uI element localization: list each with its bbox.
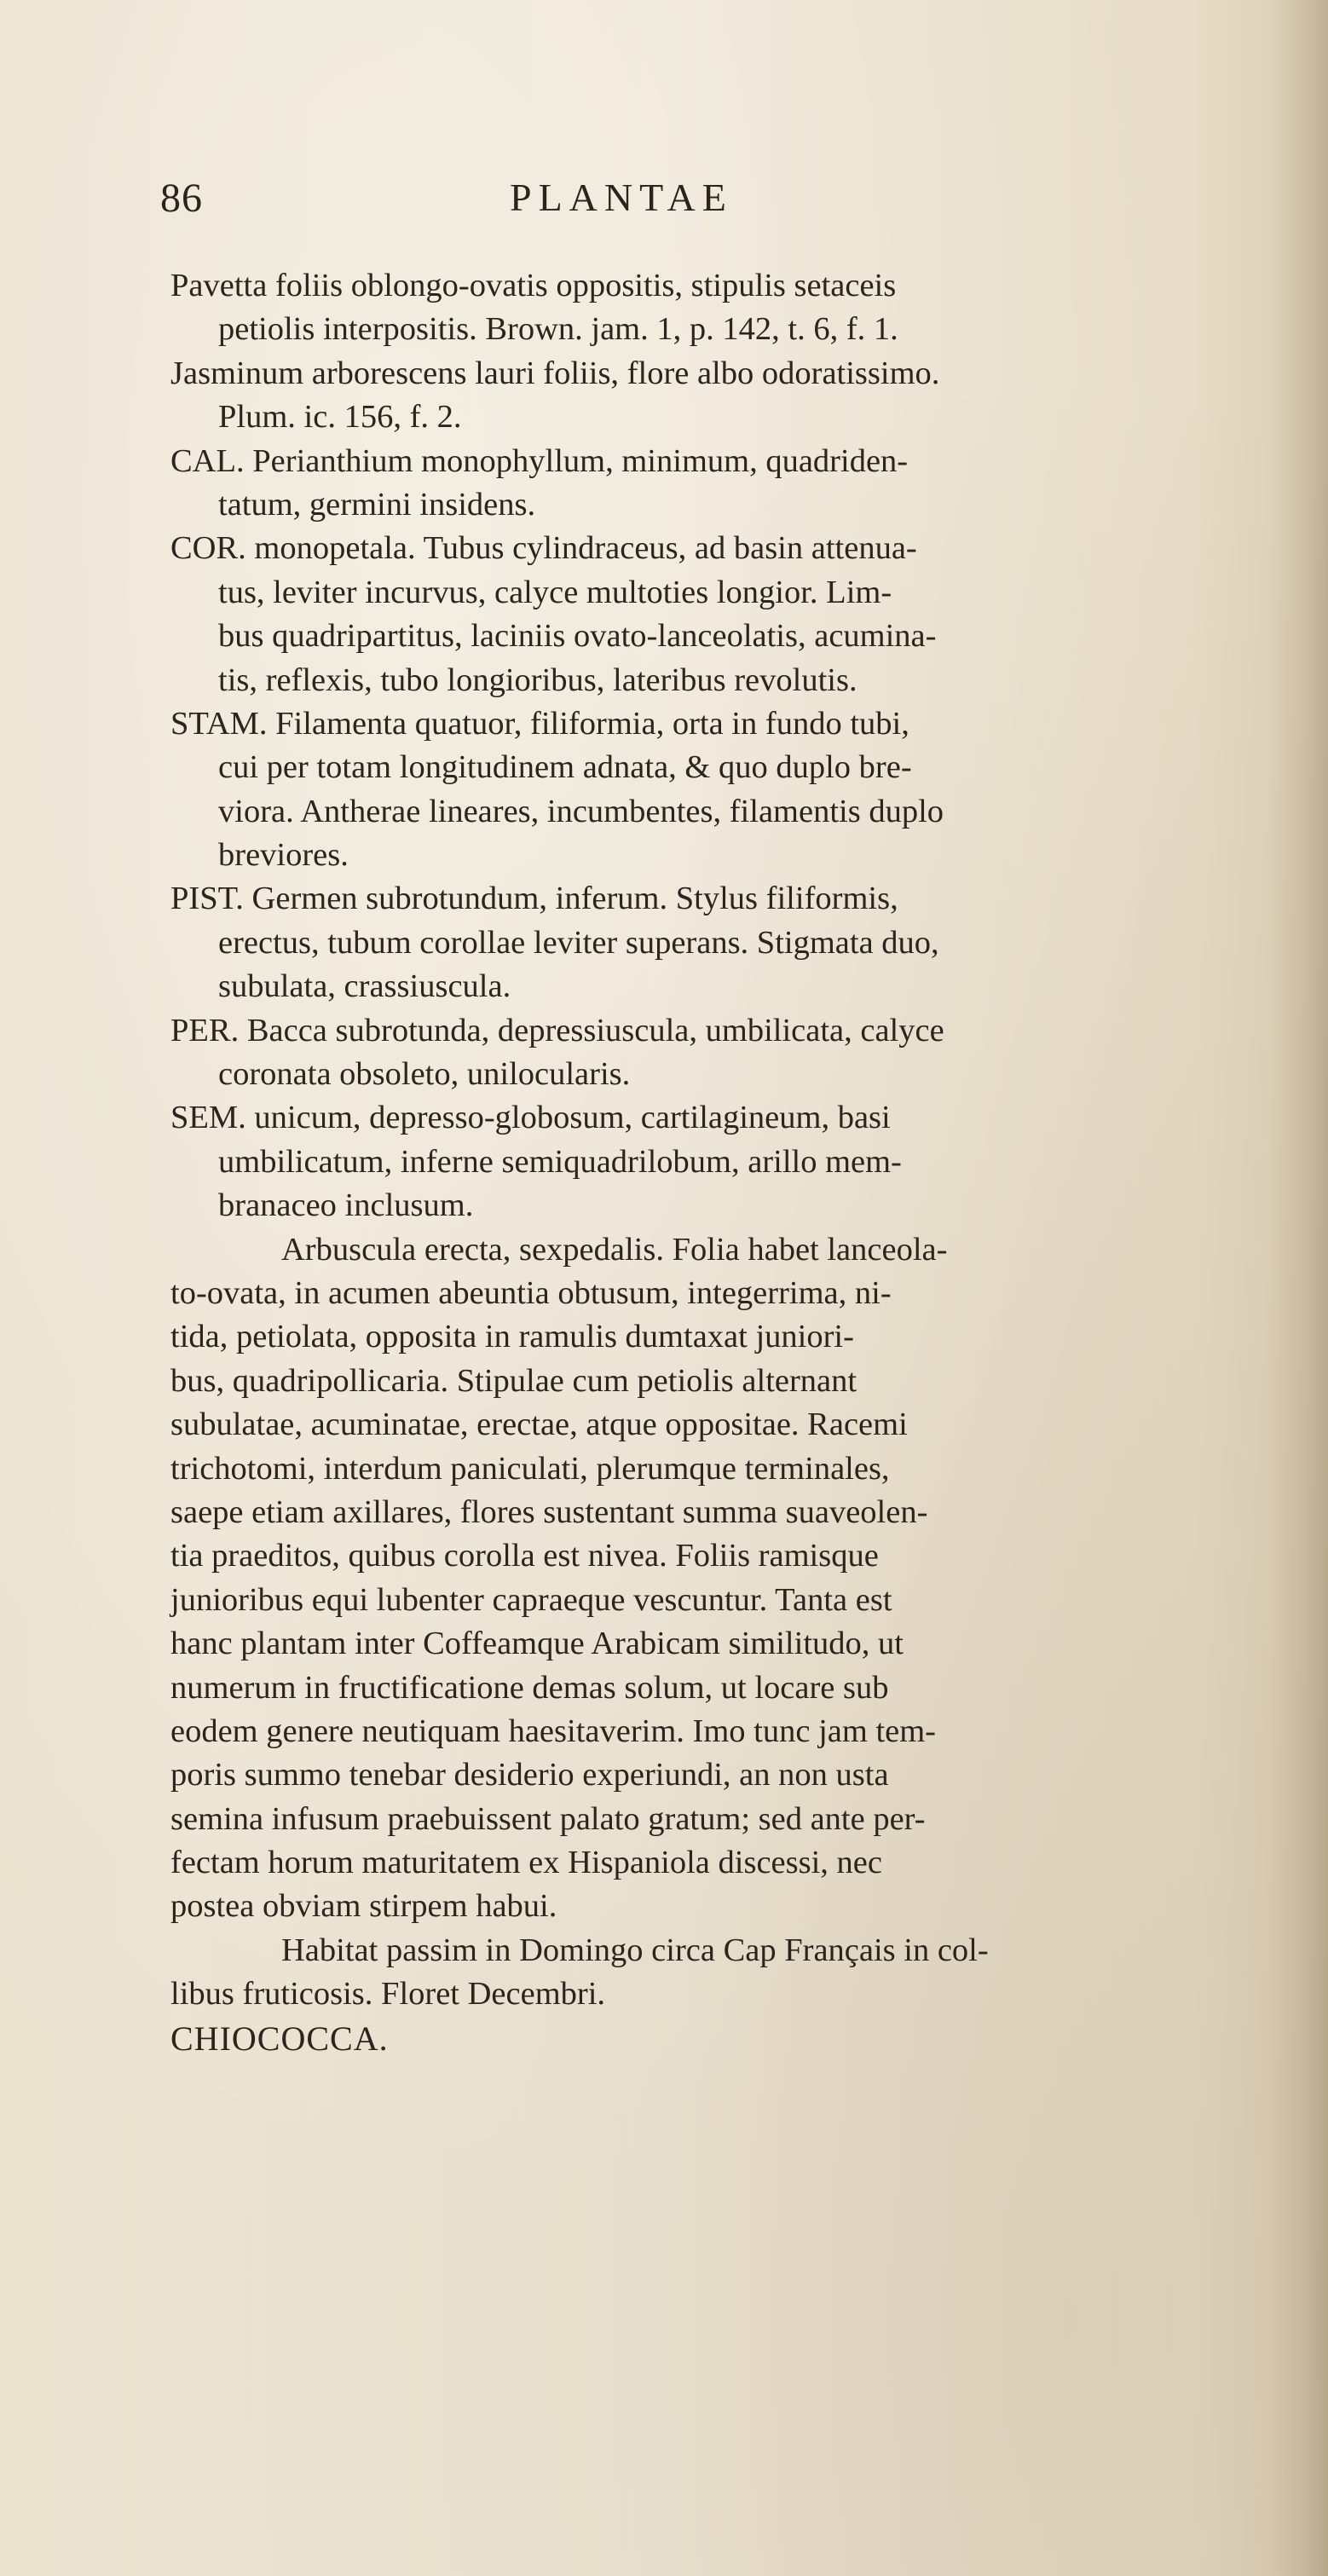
text-line: semina infusum praebuissent palato gratum; sed ante per- (170, 1800, 926, 1837)
text-line: PIST. Germen subrotundum, inferum. Stylus filiformis, (170, 881, 898, 917)
text-line: numerum in fructificatione demas solum, ut locare sub (170, 1669, 889, 1706)
text-line: viora. Antherae lineares, incumbentes, filamentis duplo (218, 793, 944, 829)
text-line: postea obviam stirpem habui. (170, 1888, 557, 1925)
text-line: junioribus equi lubenter capraeque vescuntur. Tanta est (170, 1581, 892, 1618)
text-line: CAL. Perianthium monophyllum, minimum, quadriden- (170, 442, 909, 479)
text-line: bus, quadripollicaria. Stipulae cum petiolis alternant (170, 1362, 857, 1399)
running-head-title: PLANTAE (510, 176, 733, 219)
text-line: tatum, germini insidens. (218, 486, 536, 523)
text-line: Pavetta foliis oblongo-ovatis oppositis, stipulis setaceis (170, 268, 897, 303)
text-line: Plum. ic. 156, f. 2. (218, 399, 462, 436)
text-line: breviores. (218, 837, 349, 874)
text-line: subulata, crassiuscula. (218, 968, 511, 1005)
text-line: COR. monopetala. Tubus cylindraceus, ad basin attenua- (170, 530, 917, 567)
text-line: fectam horum maturitatem ex Hispaniola discessi, nec (170, 1845, 882, 1881)
text-line: saepe etiam axillares, flores sustentant summa suaveolen- (170, 1493, 928, 1530)
text-line: coronata obsoleto, unilocularis. (218, 1056, 631, 1093)
text-line: bus quadripartitus, laciniis ovato-lanceolatis, acumina- (218, 618, 937, 655)
text-line: libus fruticosis. Floret Decembri. (170, 1976, 606, 2013)
page-number: 86 (160, 176, 203, 221)
text-line: PER. Bacca subrotunda, depressiuscula, umbilicata, calyce (170, 1012, 944, 1048)
text-line: Habitat passim in Domingo circa Cap Français in col- (281, 1932, 989, 1968)
next-genus-heading: CHIOCOCCA. (170, 2019, 389, 2058)
text-line: STAM. Filamenta quatuor, filiformia, orta in fundo tubi, (170, 705, 909, 742)
text-line: Arbuscula erecta, sexpedalis. Folia habet lanceola- (281, 1231, 948, 1268)
text-line: Jasminum arborescens lauri foliis, flore albo odoratissimo. (170, 355, 940, 391)
text-line: trichotomi, interdum paniculati, plerumque terminales, (170, 1450, 890, 1487)
text-line: erectus, tubum corollae leviter superans. Stigmata duo, (218, 924, 939, 961)
text-line: branaceo inclusum. (218, 1187, 474, 1224)
text-line: hanc plantam inter Coffeamque Arabicam similitudo, ut (170, 1626, 904, 1662)
body-text (170, 264, 1287, 2060)
text-line: tida, petiolata, opposita in ramulis dumtaxat juniori- (170, 1319, 854, 1355)
text-line: tia praeditos, quibus corolla est nivea. Foliis ramisque (170, 1538, 879, 1574)
text-line: eodem genere neutiquam haesitaverim. Imo tunc jam tem- (170, 1713, 937, 1749)
text-line: subulatae, acuminatae, erectae, atque oppositae. Racemi (170, 1406, 908, 1443)
text-line: tis, reflexis, tubo longioribus, lateribus revolutis. (218, 661, 857, 698)
text-line: cui per totam longitudinem adnata, & quo duplo bre- (218, 749, 912, 786)
text-line: tus, leviter incurvus, calyce multoties longior. Lim- (218, 574, 892, 610)
text-line: umbilicatum, inferne semiquadrilobum, arillo mem- (218, 1143, 902, 1180)
running-head (160, 175, 1226, 226)
text-line: to-ovata, in acumen abeuntia obtusum, integerrima, ni- (170, 1274, 892, 1311)
text-line: SEM. unicum, depresso-globosum, cartilagineum, basi (170, 1100, 891, 1136)
text-line: petiolis interpositis. Brown. jam. 1, p. 142, t. 6, f. 1. (218, 311, 898, 348)
text-line: poris summo tenebar desiderio experiundi, an non usta (170, 1757, 889, 1793)
